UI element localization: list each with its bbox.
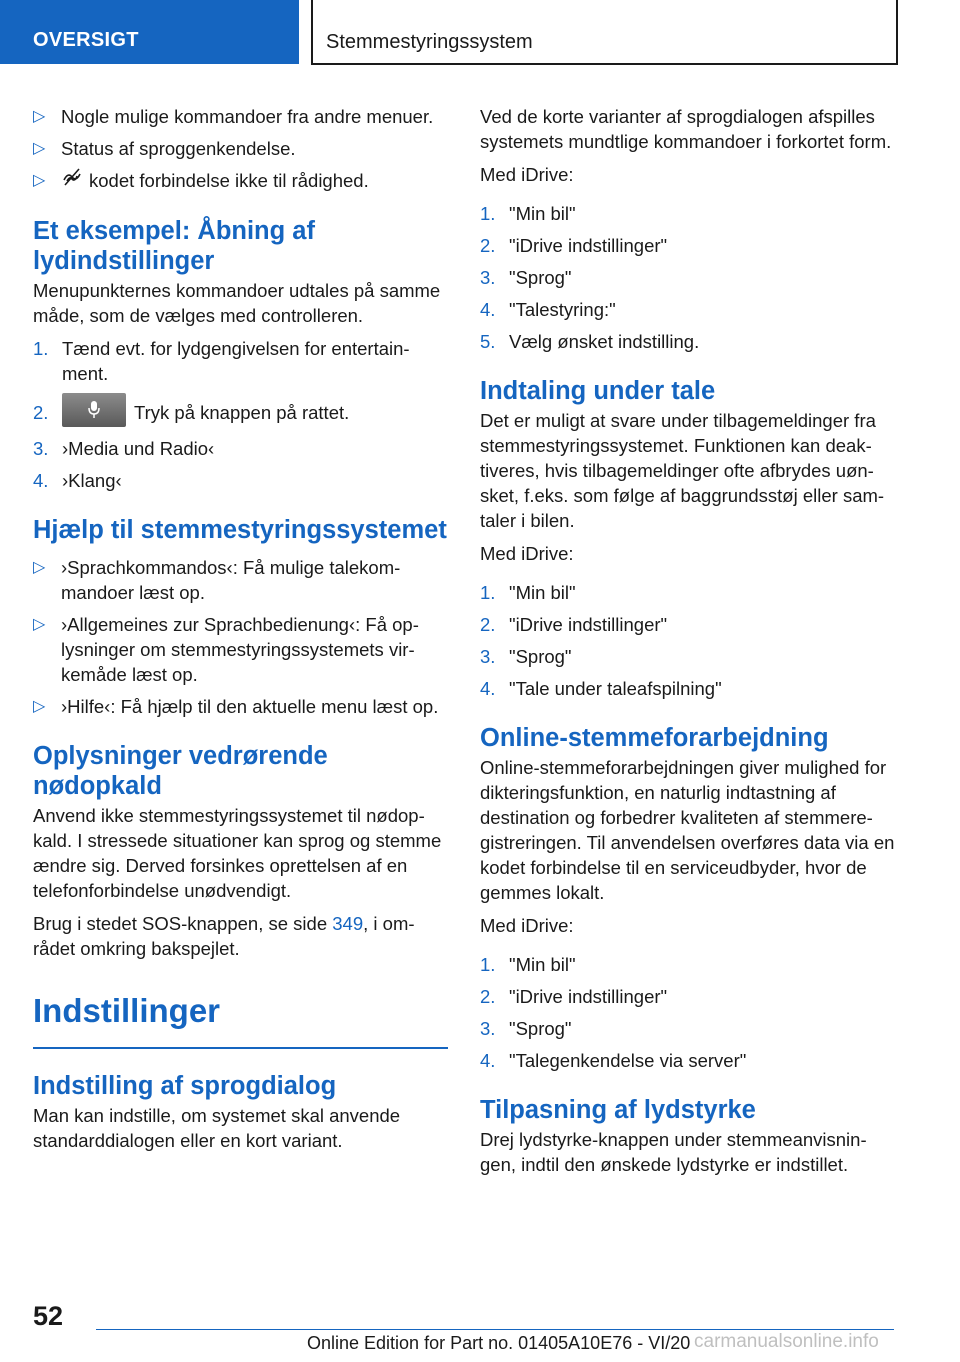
list-item: 3. "Sprog" [480,646,572,667]
paragraph: Online-stemmeforarbejdningen giver mulighed for dikteringsfunktion, en naturlig indtastning af destination og forbedrer kvaliteten af stemmeregistreringen. Til anvendelsen overføres data via en kodet forbindelse til en serviceudbyder, hvor de gemmes lokalt. [480,757,895,903]
list-item: 2. Tryk på knappen på rattet. [33,400,448,427]
list-item: 5. Vælg ønsket indstilling. [480,331,700,352]
triangle-bullet-icon: ▷ [33,172,46,189]
triangle-bullet-icon: ▷ [33,108,46,125]
heading-barge-in: Indtaling under tale [480,377,716,405]
paragraph: Drej lydstyrke-knappen under stemmeanvisningen, indtil den ønskede lydstyrke er indstillet. [480,1129,867,1175]
triangle-bullet-icon: ▷ [33,615,46,633]
heading-help: Hjælp til stemmestyringssystemet [33,515,447,544]
microphone-button-icon [62,393,126,427]
paragraph: Det er muligt at svare under tilbagemeldinger fra stemmestyringssystemet. Funktionen kan deaktiveres, hvis tilbagemeldinger ofte afbrydes uønsket, f.eks. som følge af baggrundsstøj eller samtaler i bilen. [480,410,885,531]
footer-rule [96,1329,894,1330]
list-item: 3. ›Media und Radio‹ [33,437,215,459]
section-tab [0,0,299,64]
paragraph: Anvend ikke stemmestyringssystemet til nødopkald. I stressede situationer kan sprog og stemme ændre sig. Derved forsinkes oprettelsen af en telefonforbindelse unødvendigt. [33,804,442,901]
list-item: 4. "Talestyring:" [480,299,616,320]
triangle-bullet-icon: ▷ [33,697,46,715]
page-number: 52 [33,1301,64,1331]
list-item: 1. "Min bil" [480,582,576,603]
section-label: OVERSIGT [33,29,139,51]
numbered-list [480,580,895,701]
triangle-bullet-icon: ▷ [33,558,46,576]
heading-example: Et eksempel: Åbning af lydindstillinger [33,217,315,276]
list-item: ▷ ›Allgemeines zur Sprachbedienung‹: Få oplysninger om stemmestyringssystemets virkemåde læst op. [33,613,419,685]
list-item: 4. ›Klang‹ [33,469,122,491]
bullet-list-help [33,555,448,719]
heading-dialog-setting: Indstilling af sprogdialog [33,1071,337,1100]
numbered-list [480,201,895,354]
edition-footer: Online Edition for Part no. 01405A10E76 - VI/20 [307,1333,691,1353]
list-item: 2. "iDrive indstillinger" [480,235,668,256]
page-reference-link[interactable]: 349 [332,912,364,934]
list-item: ▷ ›Sprachkommandos‹: Få mulige talekommandoer læst op. [33,556,401,603]
list-item: 1. Tænd evt. for lydgengivelsen for entertainment. [33,338,410,385]
heading-emergency: Oplysninger vedrørende nødopkald [33,741,328,800]
watermark: carmanualsonline.info [694,1331,879,1352]
paragraph: Ved de korte varianter af sprogdialogen afspilles systemets mundtlige kommandoer i forkortet form. [480,106,892,152]
chapter-title: Stemmestyringssystem [326,31,533,53]
chapter-tab [311,0,898,65]
heading-settings: Indstillinger [33,991,448,1049]
list-item: 1. "Min bil" [480,954,576,975]
list-item: 2. "iDrive indstillinger" [480,986,668,1007]
left-column [33,104,448,1161]
bullet-list-top [33,104,448,194]
paragraph: Man kan indstille, om systemet skal anvende standarddialogen eller en kort variant. [33,1104,401,1151]
list-item: 4. "Talegenkendelse via server" [480,1050,747,1071]
paragraph: Brug i stedet SOS-knappen, se side 349, i området omkring bakspejlet. [33,912,415,959]
list-item: 1. "Min bil" [480,203,576,224]
list-item: 4. "Tale under taleafspilning" [480,678,722,699]
list-item: 2. "iDrive indstillinger" [480,614,668,635]
list-item: ▷ Status af sproggenkendelse. [33,138,296,159]
heading-online: Online-stemmeforarbejdning [480,724,829,752]
paragraph: Med iDrive: [480,543,574,564]
heading-volume: Tilpasning af lydstyrke [480,1096,756,1124]
paragraph: Menupunkternes kommandoer udtales på samme måde, som de vælges med controlleren. [33,280,441,327]
list-item: ▷ ›Hilfe‹: Få hjælp til den aktuelle menu læst op. [33,695,439,717]
list-item: ▷ Nogle mulige kommandoer fra andre menuer. [33,106,434,127]
numbered-list [33,336,448,493]
paragraph: Med iDrive: [480,164,574,185]
paragraph: Med iDrive: [480,915,574,936]
list-item: 3. "Sprog" [480,1018,572,1039]
numbered-list [480,952,895,1073]
triangle-bullet-icon: ▷ [33,140,46,157]
list-item: 3. "Sprog" [480,267,572,288]
right-column [480,104,895,1185]
list-item: ▷ kodet forbindelse ikke til rådighed. [33,168,448,194]
voice-unavailable-icon [61,166,83,194]
